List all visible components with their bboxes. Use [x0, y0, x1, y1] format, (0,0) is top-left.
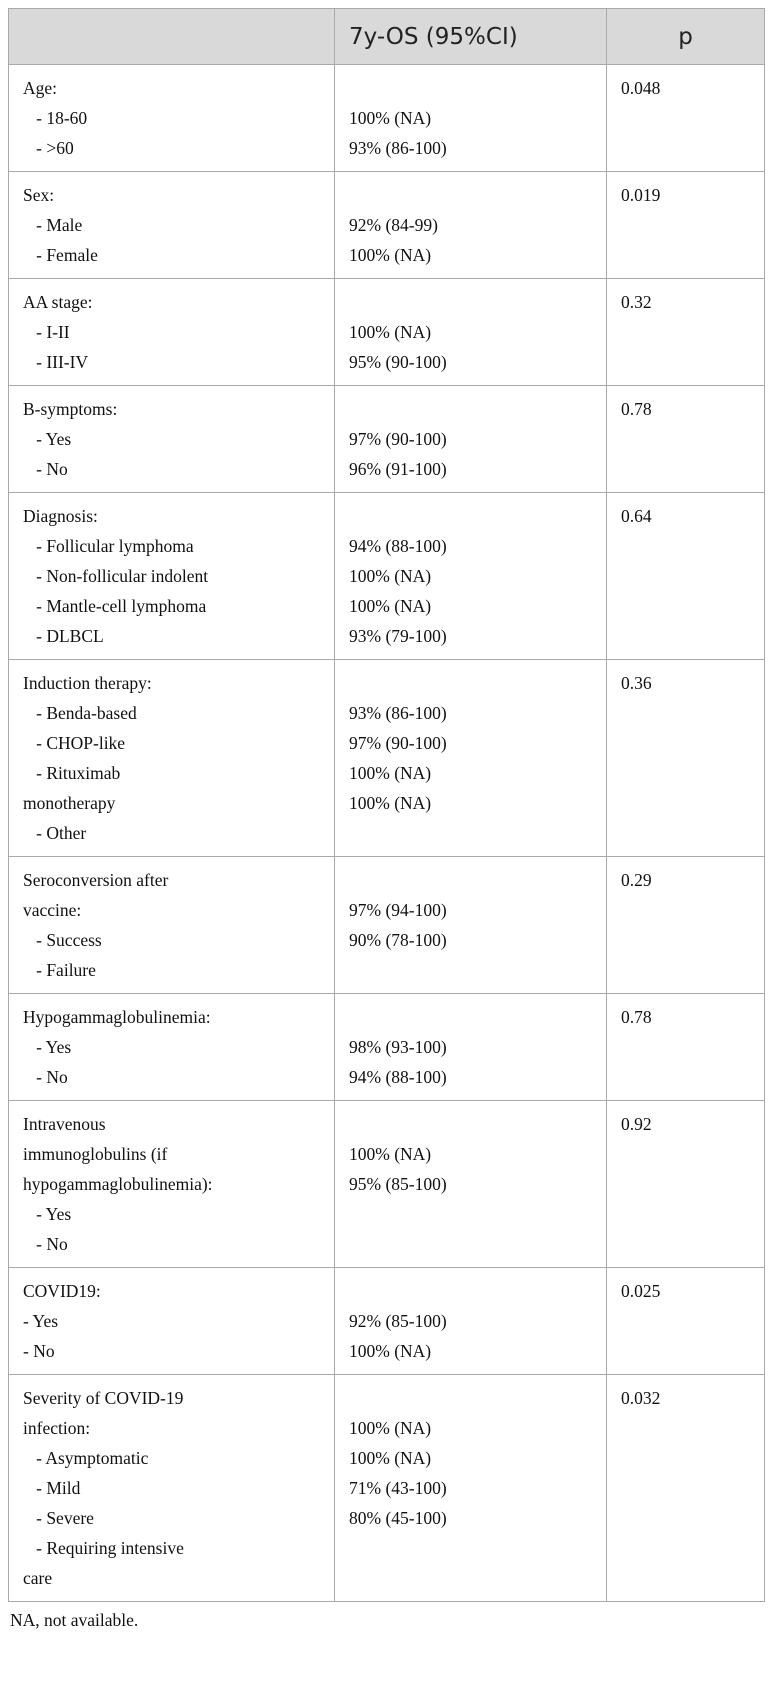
variable-cell	[9, 1101, 335, 1268]
variable-line: - CHOP-like	[23, 733, 126, 753]
variable-line: - Mantle-cell lymphoma	[23, 596, 207, 616]
os-value: 92% (85-100)	[349, 1311, 447, 1331]
table-row	[9, 994, 765, 1101]
os-value: 94% (88-100)	[349, 1067, 447, 1087]
variable-line: - DLBCL	[23, 626, 104, 646]
variable-line: - Yes	[23, 1311, 59, 1331]
variable-line: care	[23, 1568, 53, 1588]
os-cell	[335, 493, 607, 660]
os-cell	[335, 1375, 607, 1602]
variable-cell	[9, 1268, 335, 1375]
os-value: 96% (91-100)	[349, 459, 447, 479]
table-row	[9, 493, 765, 660]
variable-line: - Yes	[23, 429, 72, 449]
os-value: 97% (90-100)	[349, 733, 447, 753]
os-value: 100% (NA)	[349, 245, 432, 265]
os-cell	[335, 386, 607, 493]
p-value-cell	[607, 660, 765, 857]
os-value	[349, 501, 596, 531]
variable-line: - III-IV	[23, 352, 89, 372]
variable-line: - Yes	[23, 1037, 72, 1057]
variable-line: - I-II	[23, 322, 70, 342]
os-value: 100% (NA)	[349, 322, 432, 342]
os-value: 93% (86-100)	[349, 138, 447, 158]
variable-line: - Non-follicular indolent	[23, 566, 209, 586]
os-value	[349, 180, 596, 210]
variable-line: - No	[23, 1234, 68, 1254]
p-value: 0.36	[621, 673, 652, 693]
variable-line: Induction therapy:	[23, 673, 152, 693]
os-value: 100% (NA)	[349, 1418, 432, 1438]
os-value: 98% (93-100)	[349, 1037, 447, 1057]
os-cell	[335, 279, 607, 386]
variable-line: B-symptoms:	[23, 399, 118, 419]
variable-line: infection:	[23, 1418, 91, 1438]
os-value: 97% (90-100)	[349, 429, 447, 449]
os-cell	[335, 857, 607, 994]
survival-table	[8, 8, 765, 1602]
os-value: 93% (86-100)	[349, 703, 447, 723]
p-value-cell	[607, 857, 765, 994]
variable-line: vaccine:	[23, 900, 82, 920]
table-body	[9, 65, 765, 1602]
variable-cell	[9, 994, 335, 1101]
os-value: 100% (NA)	[349, 566, 432, 586]
os-value	[349, 287, 596, 317]
os-value	[349, 73, 596, 103]
variable-line: immunoglobulins (if	[23, 1144, 168, 1164]
variable-line: - Severe	[23, 1508, 94, 1528]
os-value: 92% (84-99)	[349, 215, 438, 235]
variable-cell	[9, 857, 335, 994]
p-value-cell	[607, 279, 765, 386]
table-row	[9, 857, 765, 994]
os-value: 90% (78-100)	[349, 930, 447, 950]
p-value: 0.048	[621, 78, 661, 98]
table-row	[9, 172, 765, 279]
os-value: 95% (85-100)	[349, 1174, 447, 1194]
variable-line: - Yes	[23, 1204, 72, 1224]
os-cell	[335, 65, 607, 172]
table-row	[9, 660, 765, 857]
p-value-cell	[607, 65, 765, 172]
document	[8, 8, 764, 1631]
p-value: 0.78	[621, 1007, 652, 1027]
variable-line: - >60	[23, 138, 74, 158]
os-value: 71% (43-100)	[349, 1478, 447, 1498]
variable-line: - No	[23, 459, 68, 479]
os-value	[349, 1109, 596, 1139]
p-value: 0.78	[621, 399, 652, 419]
variable-line: - Success	[23, 930, 102, 950]
os-value	[349, 865, 596, 895]
variable-cell	[9, 172, 335, 279]
variable-line: - Other	[23, 823, 87, 843]
os-cell	[335, 1101, 607, 1268]
table-header-row	[9, 9, 765, 65]
variable-line: - Failure	[23, 960, 96, 980]
variable-line: COVID19:	[23, 1281, 101, 1301]
p-value-cell	[607, 1268, 765, 1375]
variable-line: - Requiring intensive	[23, 1538, 184, 1558]
variable-line: - Female	[23, 245, 98, 265]
variable-line: AA stage:	[23, 292, 93, 312]
os-value: 100% (NA)	[349, 108, 432, 128]
variable-line: - Male	[23, 215, 83, 235]
os-value: 100% (NA)	[349, 1341, 432, 1361]
os-value: 100% (NA)	[349, 793, 432, 813]
variable-line: - Follicular lymphoma	[23, 536, 194, 556]
p-value-cell	[607, 493, 765, 660]
os-value: 93% (79-100)	[349, 626, 447, 646]
variable-line: - Benda-based	[23, 703, 137, 723]
variable-cell	[9, 660, 335, 857]
variable-line: - Asymptomatic	[23, 1448, 149, 1468]
variable-line: Intravenous	[23, 1114, 106, 1134]
p-value-cell	[607, 1375, 765, 1602]
variable-line: - 18-60	[23, 108, 88, 128]
variable-cell	[9, 1375, 335, 1602]
os-value: 100% (NA)	[349, 596, 432, 616]
p-value: 0.29	[621, 870, 652, 890]
variable-line: hypogammaglobulinemia):	[23, 1174, 213, 1194]
os-value: 100% (NA)	[349, 1144, 432, 1164]
os-value	[349, 668, 596, 698]
variable-line: monotherapy	[23, 793, 116, 813]
table-row	[9, 386, 765, 493]
p-value: 0.025	[621, 1281, 661, 1301]
variable-cell	[9, 279, 335, 386]
variable-line: Seroconversion after	[23, 870, 169, 890]
variable-line: Hypogammaglobulinemia:	[23, 1007, 211, 1027]
p-value-cell	[607, 1101, 765, 1268]
os-cell	[335, 172, 607, 279]
p-value: 0.019	[621, 185, 661, 205]
variable-cell	[9, 65, 335, 172]
table-footnote: NA, not available.	[10, 1610, 139, 1630]
variable-line: - Rituximab	[23, 763, 121, 783]
table-row	[9, 1375, 765, 1602]
variable-line: Severity of COVID-19	[23, 1388, 184, 1408]
variable-cell	[9, 493, 335, 660]
variable-line: Age:	[23, 78, 58, 98]
os-value	[349, 394, 596, 424]
os-value	[349, 1383, 596, 1413]
variable-line: Sex:	[23, 185, 55, 205]
os-value: 100% (NA)	[349, 1448, 432, 1468]
os-value	[349, 1276, 596, 1306]
p-value: 0.92	[621, 1114, 652, 1134]
table-row	[9, 1101, 765, 1268]
header-variable	[9, 9, 335, 65]
os-value: 94% (88-100)	[349, 536, 447, 556]
os-cell	[335, 994, 607, 1101]
table-row	[9, 65, 765, 172]
p-value-cell	[607, 172, 765, 279]
p-value: 0.032	[621, 1388, 661, 1408]
os-value	[349, 1002, 596, 1032]
os-cell	[335, 660, 607, 857]
header-p: p	[607, 9, 765, 65]
p-value: 0.32	[621, 292, 652, 312]
os-value: 97% (94-100)	[349, 900, 447, 920]
p-value: 0.64	[621, 506, 652, 526]
variable-line: - Mild	[23, 1478, 81, 1498]
os-value: 80% (45-100)	[349, 1508, 447, 1528]
p-value-cell	[607, 386, 765, 493]
os-value: 100% (NA)	[349, 763, 432, 783]
variable-line: Diagnosis:	[23, 506, 98, 526]
header-7y-os: 7y-OS (95%CI)	[335, 9, 607, 65]
p-value-cell	[607, 994, 765, 1101]
os-value: 95% (90-100)	[349, 352, 447, 372]
table-row	[9, 279, 765, 386]
variable-line: - No	[23, 1067, 68, 1087]
variable-cell	[9, 386, 335, 493]
os-cell	[335, 1268, 607, 1375]
variable-line: - No	[23, 1341, 55, 1361]
table-row	[9, 1268, 765, 1375]
